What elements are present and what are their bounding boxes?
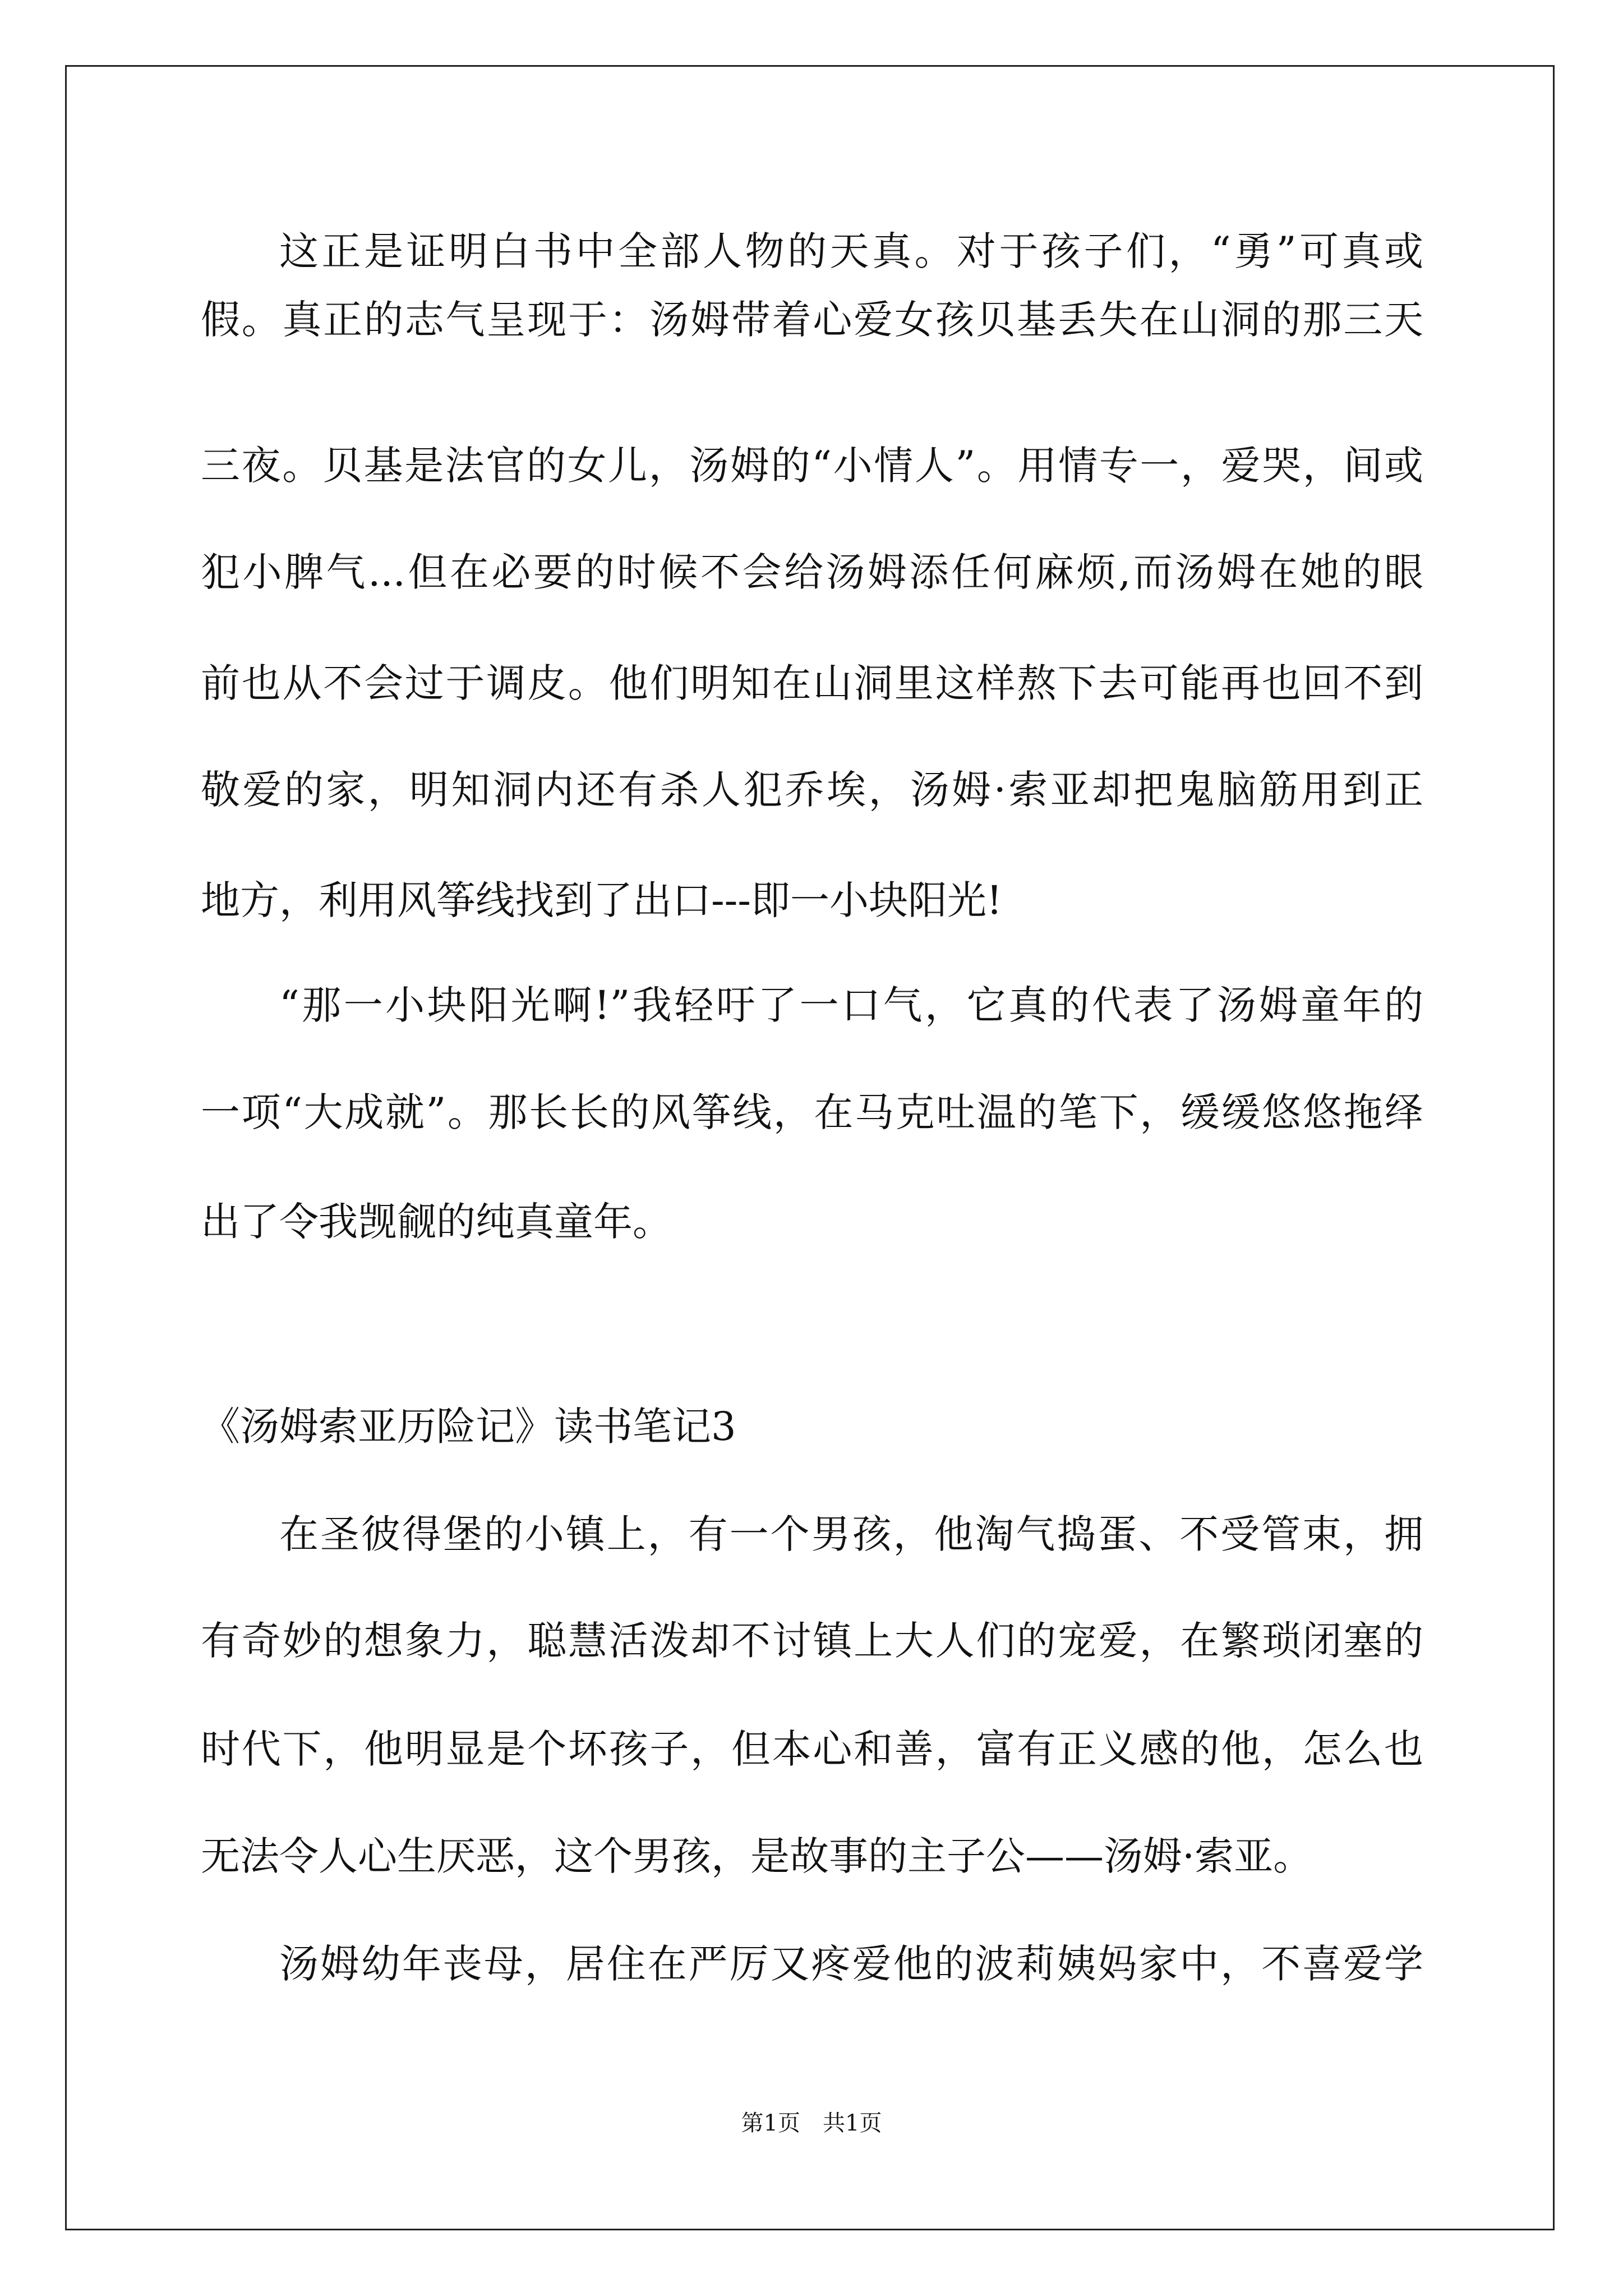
text-line: 出了令我觊觎的纯真童年。 [201, 1199, 672, 1245]
text-line: 有奇妙的想象力，聪慧活泼却不讨镇上大人们的宠爱，在繁琐闭塞的 [201, 1618, 1423, 1664]
text-line: 在圣彼得堡的小镇上，有一个男孩，他淘气捣蛋、不受管束，拥 [279, 1511, 1423, 1557]
text-line: 前也从不会过于调皮。他们明知在山洞里这样熬下去可能再也回不到 [201, 660, 1423, 706]
page-footer: 第1页 共1页 [741, 2110, 882, 2136]
text-line: 这正是证明白书中全部人物的天真。对于孩子们，“勇”可真或 [279, 228, 1423, 274]
text-line: 犯小脾气...但在必要的时候不会给汤姆添任何麻烦,而汤姆在她的眼 [201, 549, 1423, 595]
text-line: 三夜。贝基是法官的女儿，汤姆的“小情人”。用情专一，爱哭，间或 [201, 443, 1423, 489]
page-border [65, 65, 1555, 2230]
text-line: 一项“大成就”。那长长的风筝线，在马克吐温的笔下，缓缓悠悠拖绎 [201, 1089, 1423, 1135]
text-line: 汤姆幼年丧母，居住在严厉又疼爱他的波莉姨妈家中，不喜爱学 [279, 1941, 1423, 1987]
text-line: “那一小块阳光啊!”我轻吁了一口气，它真的代表了汤姆童年的 [279, 982, 1423, 1028]
text-line: 时代下，他明显是个坏孩子，但本心和善，富有正义感的他，怎么也 [201, 1726, 1423, 1772]
text-line: 假。真正的志气呈现于：汤姆带着心爱女孩贝基丢失在山洞的那三天 [201, 297, 1423, 343]
text-line: 敬爱的家，明知洞内还有杀人犯乔埃，汤姆·索亚却把鬼脑筋用到正 [201, 767, 1423, 813]
text-line: 无法令人心生厌恶，这个男孩，是故事的主子公——汤姆·索亚。 [201, 1833, 1313, 1879]
text-line: 地方，利用风筝线找到了出口---即一小块阳光! [201, 877, 1003, 923]
section-heading: 《汤姆索亚历险记》读书笔记3 [201, 1404, 736, 1450]
